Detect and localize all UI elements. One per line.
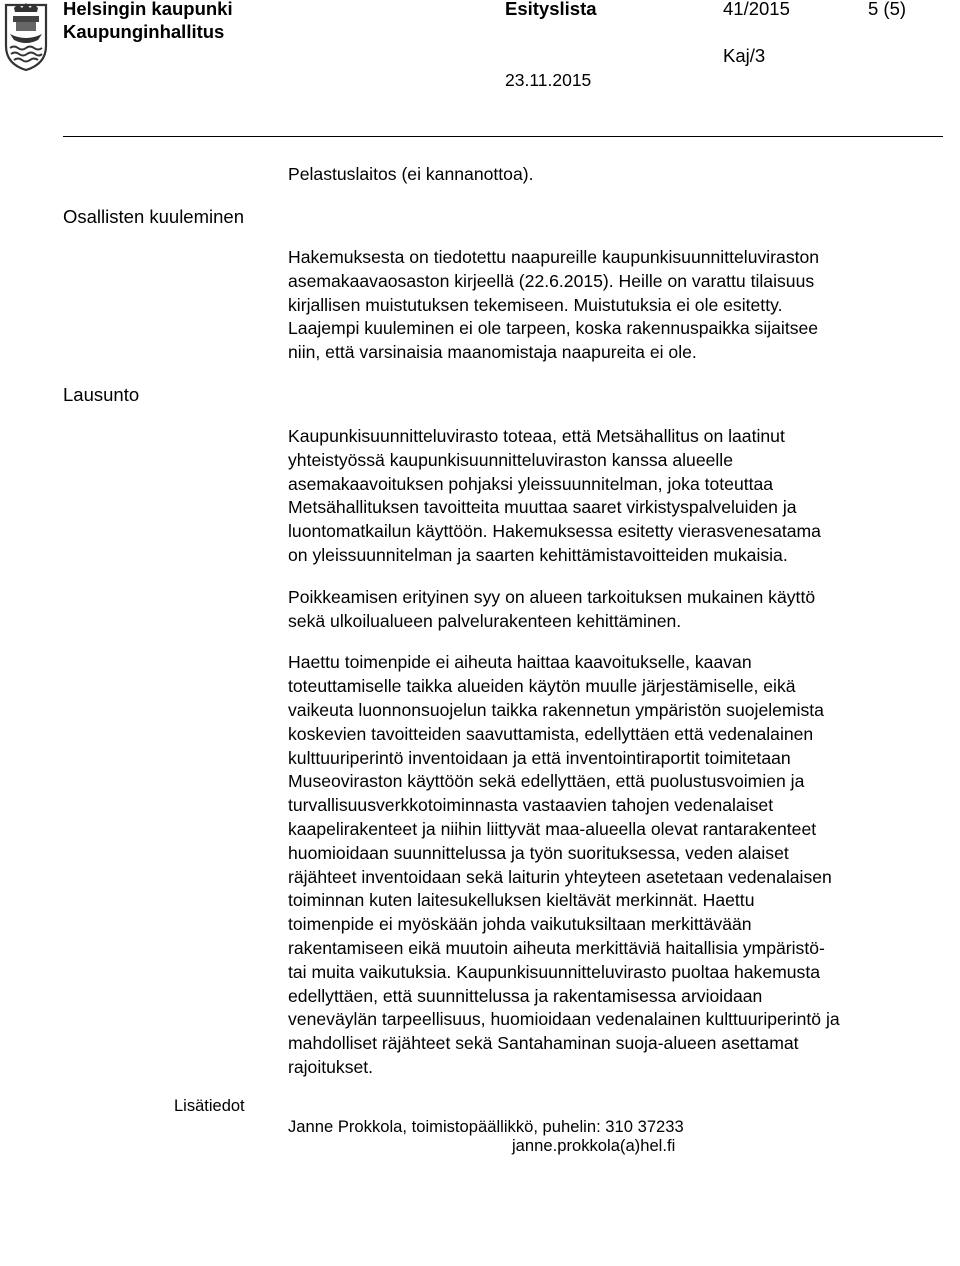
body-line: rajoitukset.: [288, 1056, 374, 1077]
heading-participation: Osallisten kuuleminen: [63, 206, 244, 227]
page-number: 5 (5): [868, 0, 907, 19]
body-line: yhteistyössä kaupunkisuunnitteluviraston kanssa alueelle: [288, 449, 733, 470]
body-line: Haettu toimenpide ei aiheuta haittaa kaavoitukselle, kaavan: [288, 652, 752, 673]
body-line: luontomatkailun käyttöön. Hakemuksessa esitetty vierasvenesatama: [288, 521, 821, 542]
rescue-department-note: [288, 163, 948, 187]
body-line: tai muita vaikutuksia. Kaupunkisuunnitteluvirasto puoltaa hakemusta: [288, 961, 821, 982]
governing-body-name: Kaupunginhallitus: [63, 21, 225, 42]
contact-info: [288, 1117, 948, 1155]
contact-email: janne.prokkola(a)hel.fi: [512, 1136, 676, 1155]
body-line: vaikeuta luonnonsuojelun taikka rakennetun ympäristön suojelemista: [288, 699, 824, 720]
body-line: veneväylän tarpeellisuus, huomioidaan vedenalainen kulttuuriperintö ja: [288, 1009, 840, 1030]
body-line: sekä ulkoilualueen palvelurakenteen kehittäminen.: [288, 610, 682, 631]
body-line: Hakemuksesta on tiedotettu naapureille kaupunkisuunnitteluviraston: [288, 247, 820, 267]
body-line: asemakaavaosaston kirjeellä (22.6.2015). Heille on varattu tilaisuus: [288, 270, 815, 291]
body-line: turvallisuusverkkotoiminnasta vastaavien tahojen vedenalaiset: [288, 795, 774, 816]
header-divider: [63, 136, 943, 137]
body-line: niin, että varsinaisia maanomistaja naapureita ei ole.: [288, 342, 697, 363]
document-type: Esityslista: [505, 0, 597, 19]
heading-statement: Lausunto: [63, 384, 140, 405]
body-line: Kaupunkisuunnitteluvirasto toteaa, että Metsähallitus on laatinut: [288, 426, 785, 446]
helsinki-coat-of-arms-icon: [3, 2, 49, 72]
body-line: toiminnan kuten laitesukelluksen kieltävät merkinnät. Haettu: [288, 890, 755, 911]
body-line: mahdolliset räjähteet sekä Santahaminan suoja-alueen asettamat: [288, 1033, 799, 1054]
organization-name: Helsingin kaupunki: [63, 0, 233, 19]
body-line: koskevien tavoitteiden saavuttamista, edellyttäen että vedenalainen: [288, 723, 814, 744]
section-code: Kaj/3: [723, 45, 766, 66]
body-line: räjähteet inventoidaan sekä laiturin yhteyteen asetetaan vedenalaisen: [288, 866, 832, 887]
statement-section: [288, 425, 948, 1080]
body-line: rakentamiseen eikä muutoin aiheuta merkittäviä haitallisia ympäristö-: [288, 937, 825, 958]
body-line: toimenpide ei myöskään johda vaikutuksiltaan merkittävään: [288, 914, 752, 935]
body-line: kaapelirakenteet ja niihin liittyvät maa-alueella olevat rantarakenteet: [288, 818, 817, 839]
body-line: huomioidaan suunnittelussa ja työn suorituksessa, veden alaiset: [288, 842, 789, 863]
body-line: edellyttäen, että suunnittelussa ja rakentamisessa arvioidaan: [288, 985, 763, 1006]
participation-paragraph: [288, 246, 948, 365]
body-line: Metsähallituksen tavoitteita muuttaa saaret virkistyspalveluiden ja: [288, 497, 797, 518]
meeting-date: 23.11.2015: [505, 70, 592, 90]
body-line: Pelastuslaitos (ei kannanottoa).: [288, 164, 534, 184]
body-line: Laajempi kuuleminen ei ole tarpeen, koska rakennuspaikka sijaitsee: [288, 318, 819, 339]
heading-more-info: Lisätiedot: [174, 1097, 245, 1115]
body-line: kulttuuriperintö inventoidaan ja että inventointiraportit toimitetaan: [288, 747, 791, 768]
body-line: Museoviraston käyttöön sekä edellyttäen, että puolustusvoimien ja: [288, 771, 805, 792]
document-number: 41/2015: [723, 0, 790, 19]
body-line: kirjallisen muistutuksen tekemiseen. Muistutuksia ei ole esitetty.: [288, 294, 783, 315]
body-line: toteuttamiselle taikka alueiden käytön muulle järjestämiselle, eikä: [288, 676, 796, 697]
body-line: Poikkeamisen erityinen syy on alueen tarkoituksen mukainen käyttö: [288, 586, 816, 607]
body-line: on yleissuunnitelman ja saarten kehittämistavoitteiden mukaisia.: [288, 544, 788, 565]
body-line: asemakaavoituksen pohjaksi yleissuunnitelman, joka toteuttaa: [288, 473, 774, 494]
contact-name-line: Janne Prokkola, toimistopäällikkö, puhelin: 310 37233: [288, 1117, 684, 1136]
